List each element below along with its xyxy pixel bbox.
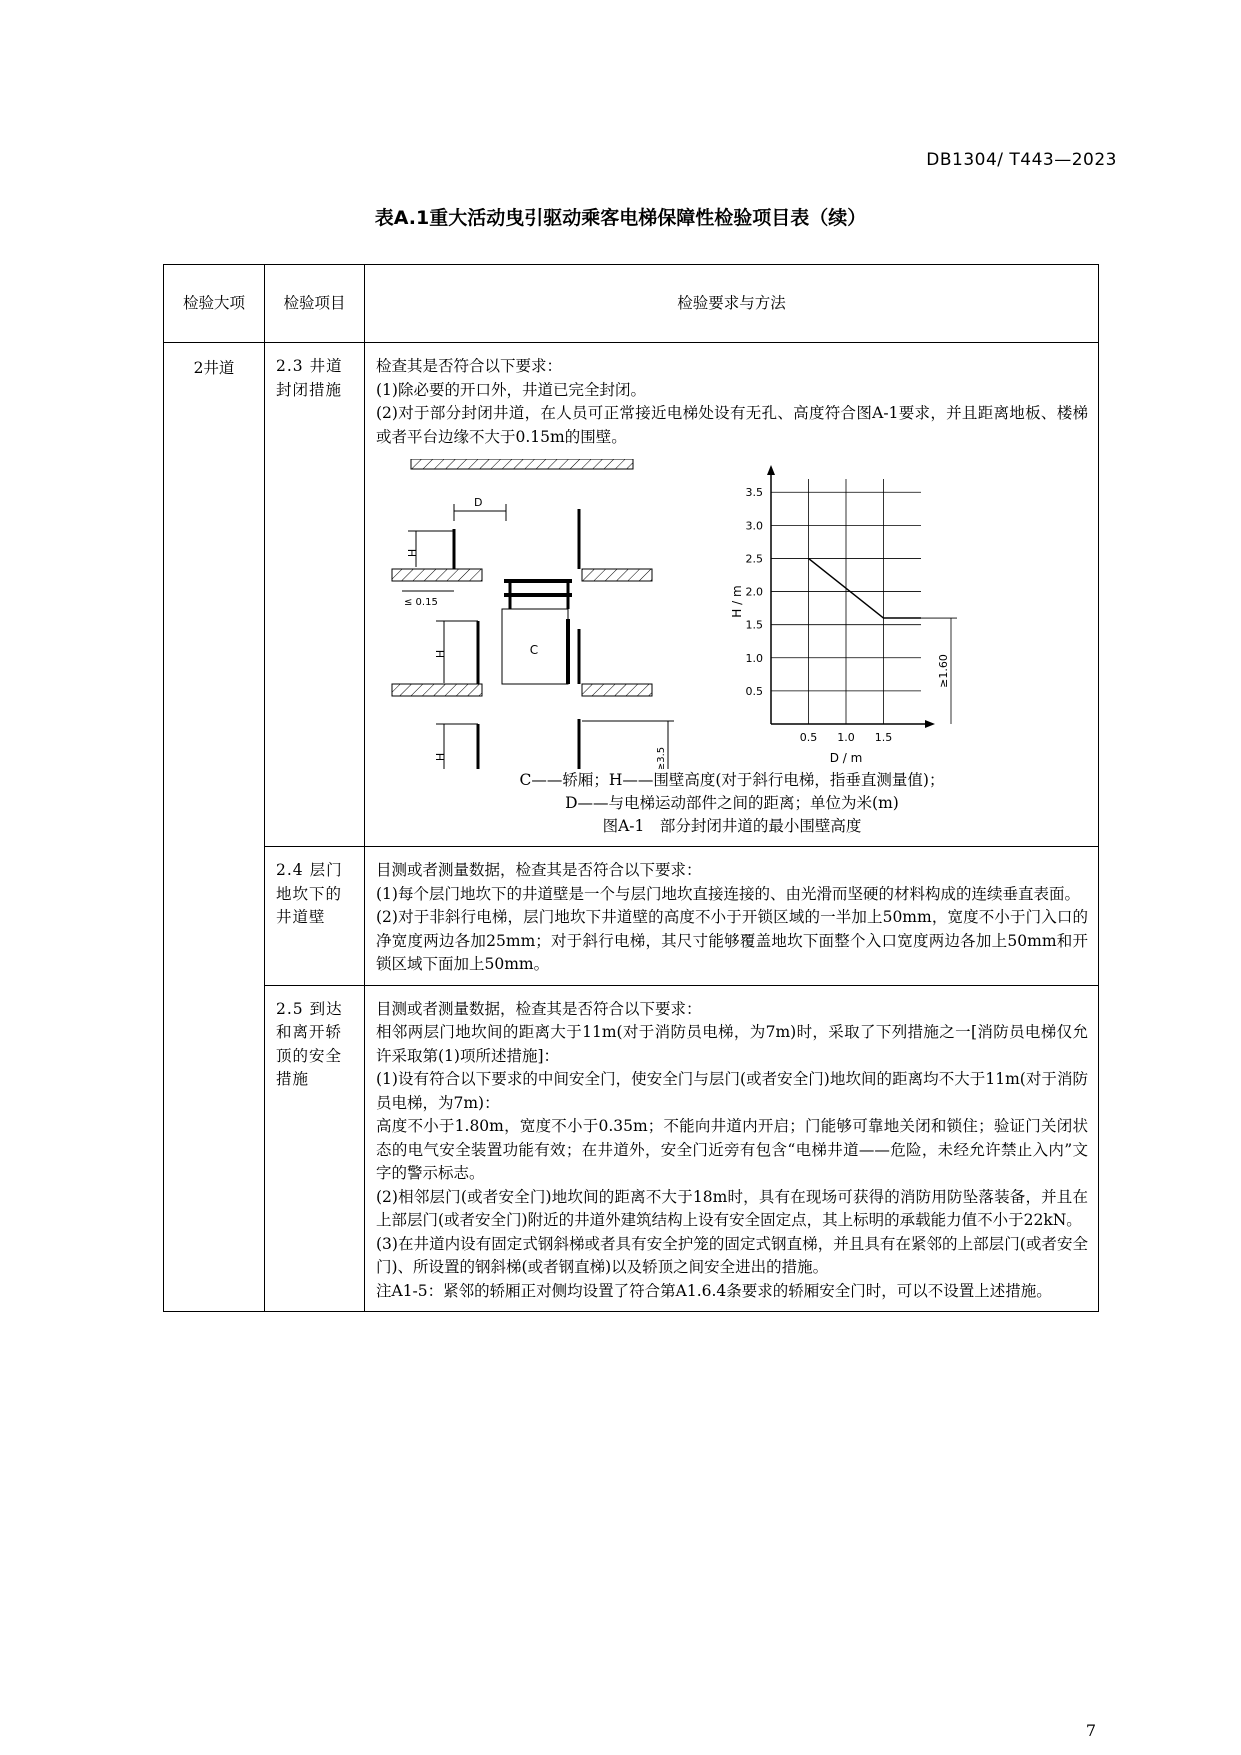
y-tick-label: 2.0 bbox=[745, 585, 763, 599]
requirement-line: 目测或者测量数据，检查其是否符合以下要求： bbox=[376, 999, 702, 1018]
requirement-line: 目测或者测量数据，检查其是否符合以下要求： bbox=[376, 861, 702, 879]
dim-d-label: D bbox=[474, 496, 483, 509]
dim-gap-label: ≤ 0.15 bbox=[404, 597, 438, 608]
requirement-line: 高度不小于1.80m，宽度不小于0.35m；不能向井道内开启；门能够可靠地关闭和锁住；验证门关闭状态的电气安全装置功能有效；在井道外，安全门近旁有包含“电梯井道——危险，未经允许禁止入内”文字的警示标志。 bbox=[376, 1117, 1088, 1182]
table-title: 表A.1重大活动曳引驱动乘客电梯保障性检验项目表（续） bbox=[374, 207, 867, 229]
requirement-cell bbox=[365, 847, 1099, 986]
requirement-line: 检查其是否符合以下要求： bbox=[376, 357, 563, 375]
table-row bbox=[164, 847, 1099, 986]
dim-h-label: H bbox=[434, 649, 447, 659]
y-tick-label: 3.5 bbox=[745, 486, 763, 500]
requirement-line: (3)在井道内设有固定式钢斜梯或者具有安全护笼的固定式钢直梯，并且具有在紧邻的上部层门(或者安全门)、所设置的钢斜梯(或者钢直梯)以及轿顶之间安全进出的措施。 bbox=[376, 1234, 1088, 1276]
x-tick-label: 1.5 bbox=[874, 731, 893, 744]
table-row bbox=[164, 343, 1099, 847]
requirement-line: (1)每个层门地坎下的井道壁是一个与层门地坎直接连接的、由光滑而坚硬的材料构成的连续垂直表面。 bbox=[376, 884, 1080, 903]
y-tick-label: 1.0 bbox=[745, 651, 763, 665]
x-tick-label: 1.0 bbox=[837, 731, 855, 744]
y-tick-label: 0.5 bbox=[745, 684, 763, 698]
floor-slab bbox=[392, 684, 482, 696]
table-header-row bbox=[164, 265, 1099, 343]
x-axis-label: D / m bbox=[829, 751, 863, 765]
figure-a1 bbox=[376, 459, 1086, 769]
requirement-line: (1)除必要的开口外，井道已完全封闭。 bbox=[376, 380, 646, 399]
dim-h-label: H bbox=[434, 752, 447, 762]
requirement-cell bbox=[365, 343, 1099, 847]
table-row bbox=[164, 985, 1099, 1312]
floor-slab bbox=[392, 569, 482, 581]
y-tick-label: 2.5 bbox=[745, 552, 763, 566]
column-header: 检验大项 bbox=[164, 265, 265, 343]
x-axis-arrow bbox=[925, 720, 935, 728]
requirement-line: (2)相邻层门(或者安全门)地坎间的距离不大于18m时，具有在现场可获得的消防用防坠落装备，并且在上部层门(或者安全门)附近的井道外建筑结构上设有安全固定点，其上标明的承载能力值不小于22kN。 bbox=[376, 1187, 1088, 1229]
requirement-line: (1)设有符合以下要求的中间安全门，使安全门与层门(或者安全门)地坎间的距离均不大于11m(对于消防员电梯，为7m)： bbox=[376, 1070, 1088, 1112]
column-header: 检验项目 bbox=[265, 265, 365, 343]
column-header: 检验要求与方法 bbox=[365, 265, 1099, 343]
requirement-cell bbox=[365, 985, 1099, 1312]
series-line bbox=[809, 558, 922, 618]
floor-slab bbox=[582, 569, 652, 581]
caption-line: 图A-1 部分封闭井道的最小围壁高度 bbox=[602, 817, 862, 835]
category-cell: 2井道 bbox=[164, 343, 265, 1312]
height-distance-chart bbox=[721, 459, 961, 769]
inspection-table bbox=[163, 264, 1099, 1312]
item-cell: 2.3 井道封闭措施 bbox=[265, 343, 365, 847]
page-number: 7 bbox=[1085, 1721, 1096, 1740]
caption-line: D——与电梯运动部件之间的距离；单位为米(m) bbox=[565, 794, 899, 812]
top-slab bbox=[411, 459, 633, 469]
document-code: DB1304/ T443—2023 bbox=[926, 150, 1117, 170]
dim-h-label: H bbox=[406, 548, 419, 558]
figure-caption bbox=[376, 769, 1088, 838]
requirement-line: (2)对于部分封闭井道，在人员可正常接近电梯处设有无孔、高度符合图A-1要求，并且距离地板、楼梯或者平台边缘不大于0.15m的围壁。 bbox=[376, 404, 1088, 446]
x-tick-label: 0.5 bbox=[799, 731, 818, 744]
dim-160-label: ≥1.60 bbox=[937, 654, 950, 688]
requirement-line: 相邻两层门地坎间的距离大于11m(对于消防员电梯，为7m)时，采取了下列措施之一[消防员电梯仅允许采取第(1)项所述措施]： bbox=[376, 1023, 1088, 1065]
floor-slab bbox=[582, 684, 652, 696]
y-axis-label: H / m bbox=[730, 585, 744, 618]
requirement-line: (2)对于非斜行电梯，层门地坎下井道壁的高度不小于开锁区域的一半加上50mm，宽度不小于门入口的净宽度两边各加25mm；对于斜行电梯，其尺寸能够覆盖地坎下面整个入口宽度两边各加上50mm和开锁区域下面加上50mm。 bbox=[376, 908, 1088, 973]
item-cell: 2.4 层门地坎下的井道壁 bbox=[265, 847, 365, 986]
dim-35-label: ≥3.5 bbox=[656, 746, 667, 769]
y-tick-label: 3.0 bbox=[745, 519, 763, 533]
car-label: C bbox=[529, 643, 539, 657]
item-cell: 2.5 到达和离开轿顶的安全措施 bbox=[265, 985, 365, 1312]
caption-line: C——轿厢；H——围壁高度(对于斜行电梯，指垂直测量值)； bbox=[519, 771, 945, 789]
y-tick-label: 1.5 bbox=[745, 618, 763, 632]
y-axis-arrow bbox=[767, 465, 775, 475]
requirement-line: 注A1-5：紧邻的轿厢正对侧均设置了符合第A1.6.4条要求的轿厢安全门时，可以不设置上述措施。 bbox=[376, 1281, 1052, 1300]
